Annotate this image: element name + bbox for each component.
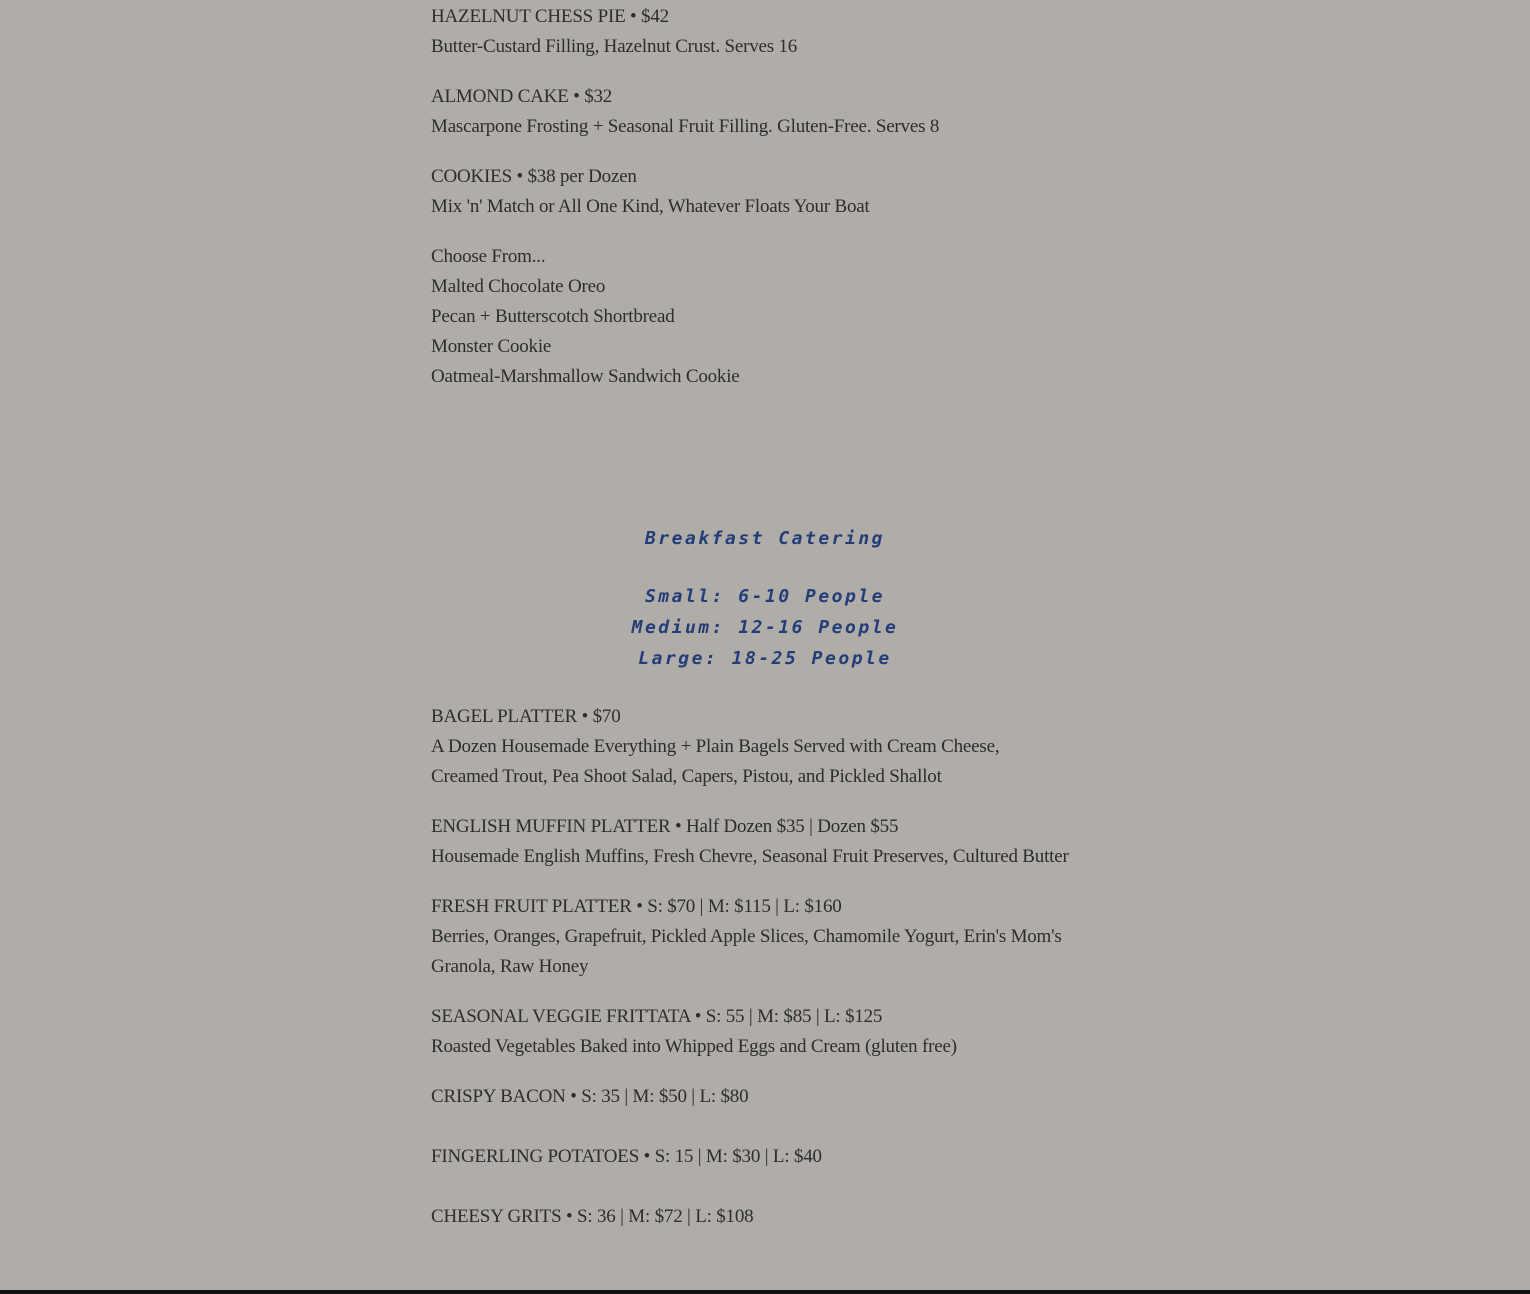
menu-item xyxy=(431,1002,1111,1062)
cookie-options xyxy=(431,242,1111,392)
breakfast-menu xyxy=(431,702,1111,1232)
breakfast-catering-heading xyxy=(0,524,1530,554)
serving-size-medium: Medium: 12-16 People xyxy=(631,617,899,638)
menu-item-name: HAZELNUT CHESS PIE • $42 xyxy=(431,6,669,27)
menu-item-description: Berries, Oranges, Grapefruit, Pickled Apple Slices, Chamomile Yogurt, Erin's Mom's Granola, Raw Honey xyxy=(431,926,1062,977)
cookie-option: Malted Chocolate Oreo xyxy=(431,276,606,297)
dessert-menu xyxy=(431,2,1111,392)
menu-item xyxy=(431,1202,1111,1232)
menu-item-name: FINGERLING POTATOES • S: 15 | M: $30 | L: $40 xyxy=(431,1146,822,1167)
menu-item-description: A Dozen Housemade Everything + Plain Bagels Served with Cream Cheese, Creamed Trout, Pea Shoot Salad, Capers, Pistou, and Pickled Shallot xyxy=(431,736,1000,787)
serving-size-small: Small: 6-10 People xyxy=(644,586,886,607)
section-title: Breakfast Catering xyxy=(644,528,886,549)
serving-sizes xyxy=(0,581,1530,674)
menu-item xyxy=(431,2,1111,62)
menu-item xyxy=(431,162,1111,222)
menu-item-description: Mascarpone Frosting + Seasonal Fruit Filling. Gluten-Free. Serves 8 xyxy=(431,116,940,137)
menu-item xyxy=(431,1082,1111,1112)
menu-item-description: Roasted Vegetables Baked into Whipped Eggs and Cream (gluten free) xyxy=(431,1036,957,1057)
menu-item xyxy=(431,1142,1111,1172)
menu-item-name: FRESH FRUIT PLATTER • S: $70 | M: $115 | L: $160 xyxy=(431,896,842,917)
menu-item-description: Butter-Custard Filling, Hazelnut Crust. Serves 16 xyxy=(431,36,798,57)
menu-item xyxy=(431,82,1111,142)
page-bottom-border xyxy=(0,1290,1530,1294)
cookie-option: Pecan + Butterscotch Shortbread xyxy=(431,306,675,327)
cookie-option: Oatmeal-Marshmallow Sandwich Cookie xyxy=(431,366,740,387)
menu-item-name: CHEESY GRITS • S: 36 | M: $72 | L: $108 xyxy=(431,1206,754,1227)
cookie-option: Monster Cookie xyxy=(431,336,552,357)
menu-item-name: COOKIES • $38 per Dozen xyxy=(431,166,637,187)
menu-item-description: Housemade English Muffins, Fresh Chevre, Seasonal Fruit Preserves, Cultured Butter xyxy=(431,846,1069,867)
menu-item-description: Mix 'n' Match or All One Kind, Whatever Floats Your Boat xyxy=(431,196,870,217)
menu-item-name: ALMOND CAKE • $32 xyxy=(431,86,613,107)
menu-item xyxy=(431,702,1111,792)
menu-item xyxy=(431,892,1111,982)
menu-item xyxy=(431,812,1111,872)
menu-item-name: BAGEL PLATTER • $70 xyxy=(431,706,621,727)
serving-size-large: Large: 18-25 People xyxy=(638,648,892,669)
cookie-options-intro: Choose From... xyxy=(431,246,546,267)
menu-item-name: SEASONAL VEGGIE FRITTATA • S: 55 | M: $85 | L: $125 xyxy=(431,1006,883,1027)
menu-item-name: CRISPY BACON • S: 35 | M: $50 | L: $80 xyxy=(431,1086,749,1107)
menu-item-name: ENGLISH MUFFIN PLATTER • Half Dozen $35 | Dozen $55 xyxy=(431,816,899,837)
